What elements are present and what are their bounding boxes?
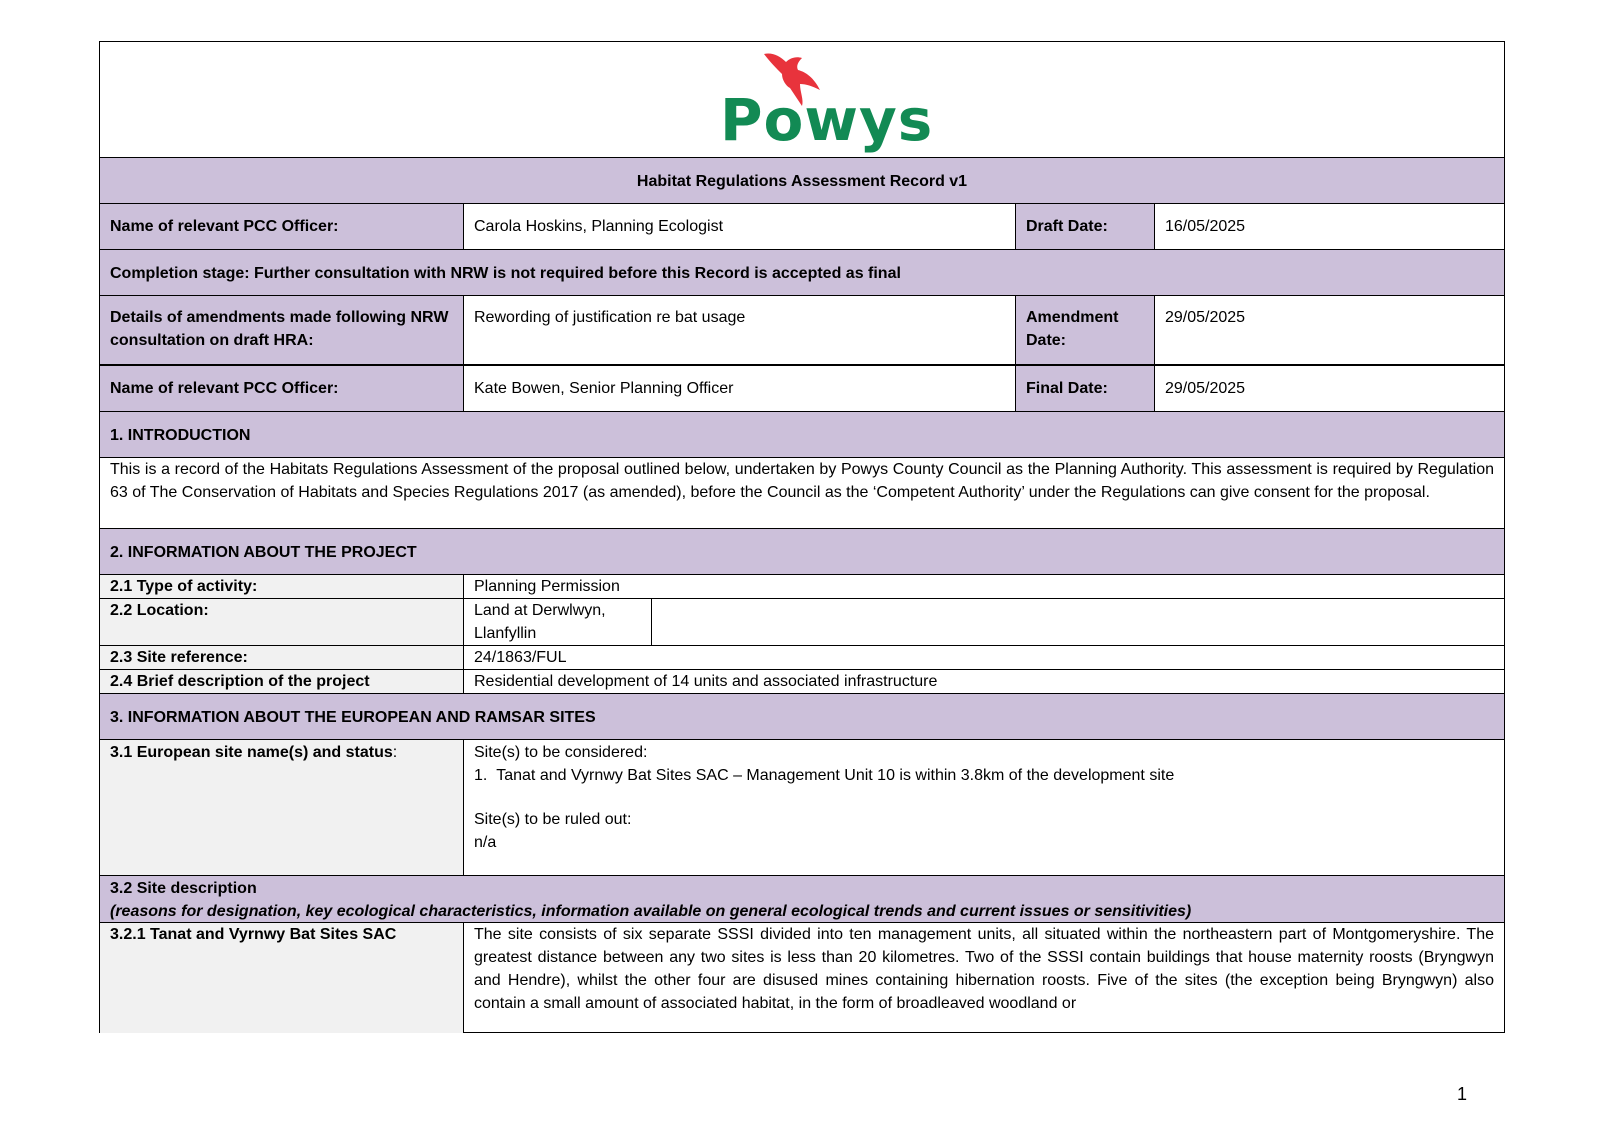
location-empty-cell (651, 599, 1504, 646)
amendment-date-value: 29/05/2025 (1154, 296, 1504, 364)
completion-stage-text: Completion stage: Further consultation with NRW is not required before this Record is accepted as final (110, 265, 901, 282)
section1-heading-row (100, 411, 1504, 458)
final-officer-row (100, 364, 1504, 411)
amendments-label: Details of amendments made following NRW consultation on draft HRA: (100, 296, 463, 364)
activity-label: 2.1 Type of activity: (100, 575, 463, 599)
section3-heading: 3. INFORMATION ABOUT THE EUROPEAN AND RAMSAR SITES (110, 709, 596, 726)
draft-date-label: Draft Date: (1015, 204, 1154, 250)
sites-ruled-out-heading: Site(s) to be ruled out: (474, 811, 632, 828)
european-sites-label (100, 740, 463, 876)
activity-value: Planning Permission (463, 575, 1504, 599)
section2-heading-row (100, 528, 1504, 575)
european-sites-label-text: 3.1 European site name(s) and status (110, 744, 393, 761)
project-description-label: 2.4 Brief description of the project (100, 670, 463, 694)
amendments-value: Rewording of justification re bat usage (463, 296, 1015, 364)
sites-considered-heading: Site(s) to be considered: (474, 744, 648, 761)
site-reference-row (100, 645, 1504, 670)
location-value (463, 599, 651, 646)
sac-description-row (100, 922, 1504, 1033)
section3-heading-row (100, 693, 1504, 740)
amendment-date-label: Amendment Date: (1015, 296, 1154, 364)
final-date-value: 29/05/2025 (1154, 366, 1504, 411)
draft-date-value: 16/05/2025 (1154, 204, 1504, 250)
page-number: 1 (1457, 1084, 1468, 1104)
european-sites-value (463, 740, 1504, 876)
section2-heading: 2. INFORMATION ABOUT THE PROJECT (110, 544, 417, 561)
assessment-table (99, 41, 1505, 1033)
page-title: Habitat Regulations Assessment Record v1 (636, 173, 968, 190)
section1-body-row (100, 457, 1504, 528)
final-date-label: Final Date: (1015, 366, 1154, 411)
logo-area (100, 42, 1504, 159)
final-officer-label: Name of relevant PCC Officer: (100, 366, 463, 411)
european-sites-row (100, 739, 1504, 876)
final-officer-value: Kate Bowen, Senior Planning Officer (463, 366, 1015, 411)
european-sites-label-colon: : (392, 744, 398, 761)
completion-row (100, 249, 1504, 296)
activity-row (100, 574, 1504, 599)
introduction-text: This is a record of the Habitats Regulations Assessment of the proposal outlined below, undertaken by Powys County Council as the Planning Authority. This assessment is required by Regulation 63 of The Conservation of Habitats and Species Regulations 2017 (as amended), before the Council as the ‘Competent Authority’ under the Regulations can give consent for the proposal. (110, 461, 1494, 501)
site-description-heading: 3.2 Site description (110, 880, 257, 897)
site-description-subheading: (reasons for designation, key ecological characteristics, information available on general ecological trends and current issues or sensitivities) (110, 903, 1192, 920)
section1-heading: 1. INTRODUCTION (110, 427, 251, 444)
sites-considered-item: 1. Tanat and Vyrnwy Bat Sites SAC – Management Unit 10 is within 3.8km of the development site (474, 767, 1175, 784)
site-reference-value: 24/1863/FUL (463, 646, 1504, 670)
officer-label: Name of relevant PCC Officer: (100, 204, 463, 250)
site-description-heading-cell (100, 876, 1504, 923)
site-reference-label: 2.3 Site reference: (100, 646, 463, 670)
logo-wordmark: Powys (720, 86, 934, 154)
sac-description: The site consists of six separate SSSI divided into ten management units, all situated within the northeastern part of Montgomeryshire. The greatest distance between any two sites is less than 20 kilometres. Two of the SSSI contain buildings that house maternity roosts (Bryngwyn and Hendre), whilst the other four are disused mines containing hibernation roosts. Five of the sites (the exception being Bryngwyn) also contain a small amount of associated habitat, in the form of broadleaved woodland or (463, 923, 1504, 1033)
location-line-2: Llanfyllin (474, 625, 537, 642)
amendments-row (100, 295, 1504, 364)
officer-value: Carola Hoskins, Planning Ecologist (463, 204, 1015, 250)
location-row (100, 598, 1504, 646)
sites-ruled-out-value: n/a (474, 834, 497, 851)
title-row (100, 157, 1504, 204)
site-description-heading-row (100, 875, 1504, 923)
sac-label: 3.2.1 Tanat and Vyrnwy Bat Sites SAC (100, 923, 463, 1033)
project-description-value: Residential development of 14 units and associated infrastructure (463, 670, 1504, 694)
project-description-row (100, 669, 1504, 694)
officer-row (100, 203, 1504, 250)
location-line-1: Land at Derwlwyn, (474, 602, 606, 619)
location-label: 2.2 Location: (100, 599, 463, 646)
